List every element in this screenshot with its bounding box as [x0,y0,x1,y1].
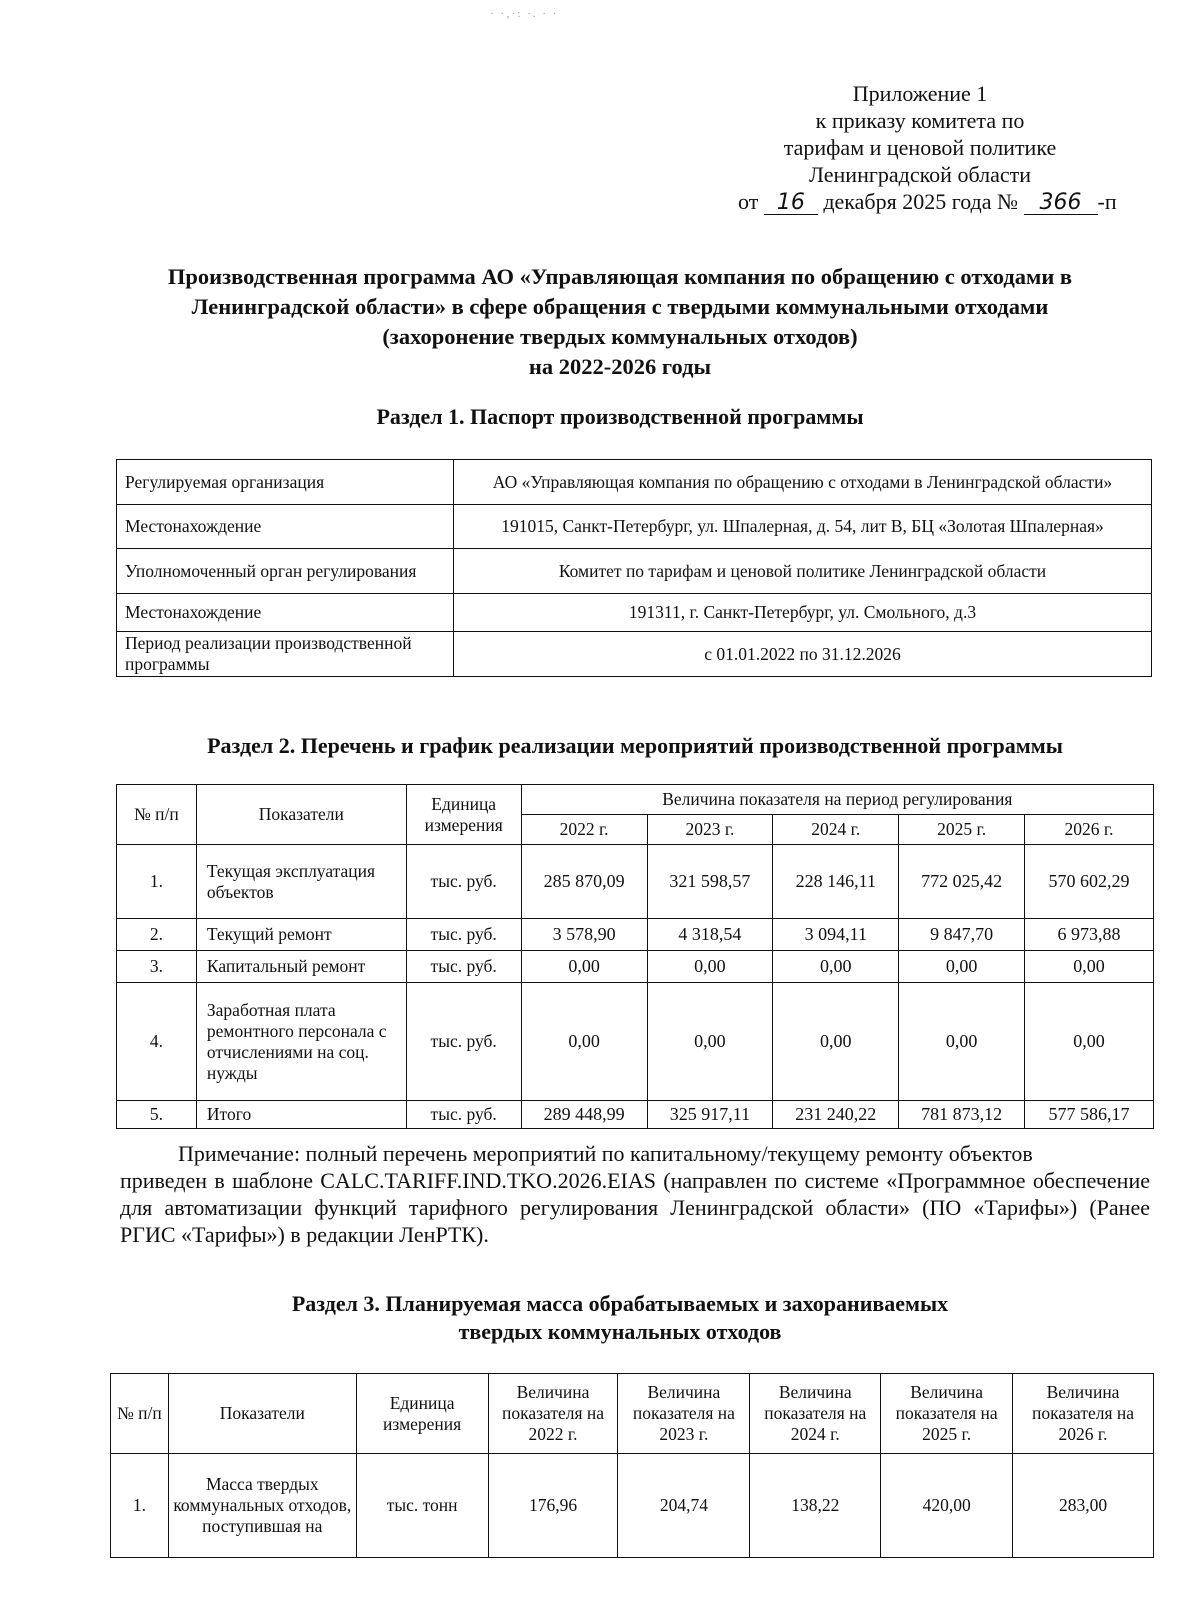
measures-table [116,784,1154,1129]
passport-value: 191015, Санкт-Петербург, ул. Шпалерная, д. 54, лит В, БЦ «Золотая Шпалерная» [454,505,1152,549]
col-header-unit: Единица измерения [356,1374,488,1454]
passport-key: Местонахождение [117,594,454,632]
table-header-row [117,785,1154,815]
row-unit: тыс. руб. [406,845,521,919]
row-value: 3 578,90 [521,919,647,951]
row-value: 176,96 [488,1454,618,1558]
col-header-year: Величина показателя на 2022 г. [488,1374,618,1454]
row-value: 321 598,57 [647,845,773,919]
passport-value: 191311, г. Санкт-Петербург, ул. Смольного, д.3 [454,594,1152,632]
passport-key: Регулируемая организация [117,460,454,505]
row-value: 577 586,17 [1025,1101,1154,1129]
table-row [117,919,1154,951]
row-value: 138,22 [750,1454,881,1558]
row-value: 3 094,11 [773,919,899,951]
table-row [117,594,1152,632]
row-unit: тыс. руб. [406,919,521,951]
row-num: 4. [117,983,197,1101]
appendix-header [700,80,1140,215]
section3-title [100,1290,1140,1346]
row-num: 1. [111,1454,169,1558]
table-header-row [111,1374,1154,1454]
col-header-year: Величина показателя на 2026 г. [1013,1374,1154,1454]
row-value: 772 025,42 [899,845,1025,919]
section1-title: Раздел 1. Паспорт производственной программы [376,404,864,429]
table-row [117,549,1152,594]
appendix-line-4: Ленинградской области [809,162,1031,187]
row-indicator: Итого [196,1101,406,1129]
row-value: 0,00 [899,951,1025,983]
row-value: 0,00 [1025,951,1154,983]
table-row [117,951,1154,983]
col-header-year: Величина показателя на 2024 г. [750,1374,881,1454]
col-header-year: 2025 г. [899,815,1025,845]
row-value: 570 602,29 [1025,845,1154,919]
row-num: 5. [117,1101,197,1129]
table-note [120,1140,1150,1248]
row-value: 781 873,12 [899,1101,1025,1129]
appendix-line-2: к приказу комитета по [815,108,1025,133]
section2-title: Раздел 2. Перечень и график реализации мероприятий производственной программы [207,733,1063,758]
order-month-year: декабря 2025 года № [823,189,1019,214]
row-unit: тыс. руб. [406,983,521,1101]
table-row-total [117,1101,1154,1129]
row-value: 204,74 [618,1454,750,1558]
col-header-year: 2023 г. [647,815,773,845]
table-row [117,845,1154,919]
row-value: 231 240,22 [773,1101,899,1129]
table-row [117,983,1154,1101]
row-value: 0,00 [1025,983,1154,1101]
row-num: 3. [117,951,197,983]
order-number-handwritten: 366 [1024,192,1098,215]
row-value: 289 448,99 [521,1101,647,1129]
col-header-year: 2026 г. [1025,815,1154,845]
order-from-label: от [738,189,759,214]
table-row [111,1454,1154,1558]
row-unit: тыс. тонн [356,1454,488,1558]
row-value: 0,00 [773,983,899,1101]
document-title [100,262,1140,382]
row-indicator: Текущий ремонт [196,919,406,951]
appendix-line-3: тарифам и ценовой политике [783,135,1057,160]
col-header-year: Величина показателя на 2023 г. [618,1374,750,1454]
col-header-indicator: Показатели [196,785,406,845]
row-value: 0,00 [647,983,773,1101]
title-line-3: (захоронение твердых коммунальных отходов) [382,324,858,349]
title-line-1: Производственная программа АО «Управляющая компания по обращению с отходами в [167,264,1073,289]
title-line-4: на 2022-2026 годы [528,354,712,379]
section3-title-line-2: твердых коммунальных отходов [458,1319,782,1344]
row-value: 6 973,88 [1025,919,1154,951]
table-row [117,460,1152,505]
row-value: 283,00 [1013,1454,1154,1558]
col-header-year: 2022 г. [521,815,647,845]
order-date-line [700,188,1140,215]
row-value: 9 847,70 [899,919,1025,951]
row-value: 0,00 [647,951,773,983]
passport-table [116,459,1152,677]
passport-value: АО «Управляющая компания по обращению с отходами в Ленинградской области» [454,460,1152,505]
row-value: 0,00 [773,951,899,983]
passport-key: Уполномоченный орган регулирования [117,549,454,594]
row-value: 420,00 [881,1454,1013,1558]
row-value: 0,00 [521,951,647,983]
section3-title-line-1: Раздел 3. Планируемая масса обрабатываемых и захораниваемых [291,1291,949,1316]
row-value: 285 870,09 [521,845,647,919]
row-indicator: Капитальный ремонт [196,951,406,983]
passport-value: Комитет по тарифам и ценовой политике Ленинградской области [454,549,1152,594]
row-value: 4 318,54 [647,919,773,951]
row-unit: тыс. руб. [406,951,521,983]
col-header-indicator: Показатели [168,1374,356,1454]
row-value: 228 146,11 [773,845,899,919]
col-header-num: № п/п [111,1374,169,1454]
row-indicator: Масса твердых коммунальных отходов, поступившая на [168,1454,356,1558]
row-num: 1. [117,845,197,919]
row-indicator: Заработная плата ремонтного персонала с отчислениями на соц. нужды [196,983,406,1101]
title-line-2: Ленинградской области» в сфере обращения с твердыми коммунальными отходами [191,294,1049,319]
note-first-line: Примечание: полный перечень мероприятий по капитальному/текущему ремонту объектов [178,1141,1033,1166]
col-header-num: № п/п [117,785,197,845]
col-header-unit: Единица измерения [406,785,521,845]
appendix-line-1: Приложение 1 [852,81,988,106]
row-num: 2. [117,919,197,951]
table-row [117,632,1152,677]
waste-mass-table [110,1373,1154,1558]
col-header-period: Величина показателя на период регулирования [521,785,1153,815]
row-unit: тыс. руб. [406,1101,521,1129]
table-row [117,505,1152,549]
passport-value: с 01.01.2022 по 31.12.2026 [454,632,1152,677]
passport-key: Период реализации производственной программы [117,632,454,677]
note-body: приведен в шаблоне CALC.TARIFF.IND.TKO.2026.EIAS (направлен по системе «Программное обеспечение для автоматизации функций тарифного регулирования Ленинградской области» (ПО «Тарифы») (Ранее РГИС «Тарифы») в редакции ЛенРТК). [120,1168,1150,1247]
order-day-handwritten: 16 [764,192,818,215]
row-indicator: Текущая эксплуатация объектов [196,845,406,919]
passport-key: Местонахождение [117,505,454,549]
row-value: 0,00 [899,983,1025,1101]
row-value: 0,00 [521,983,647,1101]
col-header-year: 2024 г. [773,815,899,845]
scan-marks: · ·‚·: ·. · · [490,8,559,20]
order-number-suffix: -п [1097,189,1117,214]
row-value: 325 917,11 [647,1101,773,1129]
col-header-year: Величина показателя на 2025 г. [881,1374,1013,1454]
